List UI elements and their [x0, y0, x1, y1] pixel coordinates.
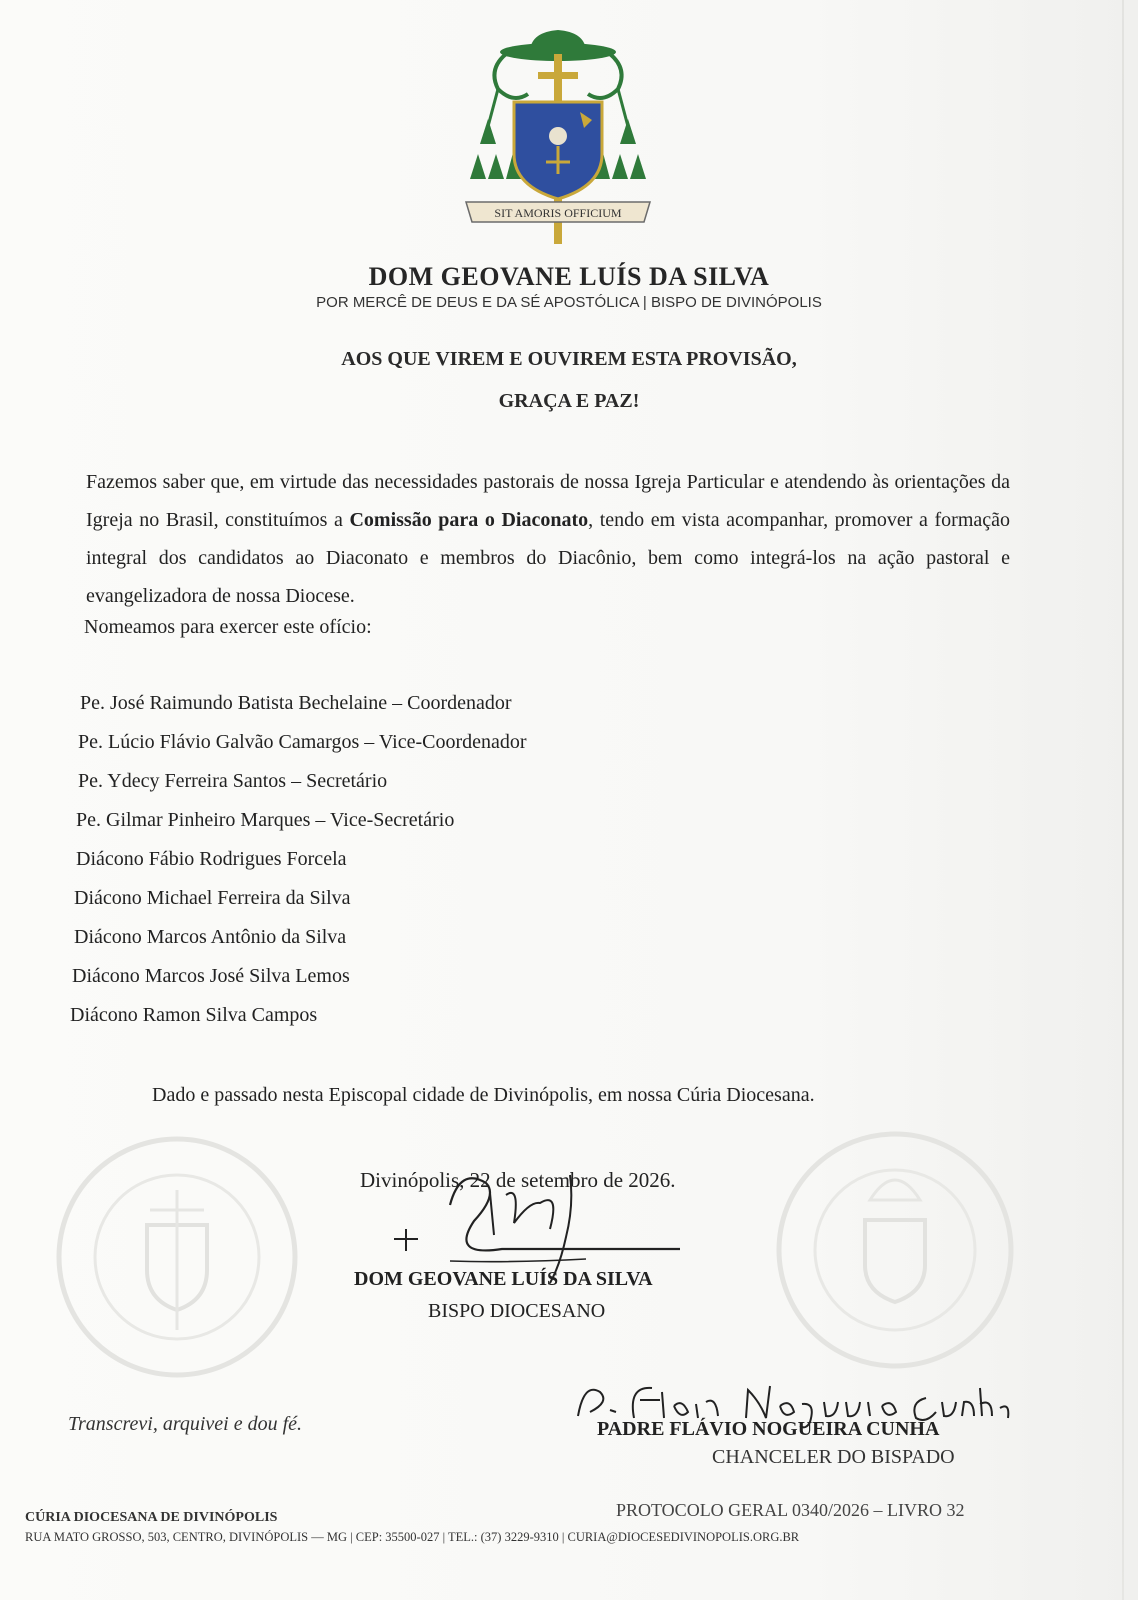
motto-text: SIT AMORIS OFFICIUM: [494, 206, 622, 220]
letterhead-bishop-name: DOM GEOVANE LUÍS DA SILVA: [368, 262, 770, 291]
bishop-signature-name: DOM GEOVANE LUÍS DA SILVA: [354, 1268, 653, 1290]
member-item: Diácono Michael Ferreira da Silva: [74, 887, 351, 909]
embossed-seal-left: [50, 1130, 305, 1385]
member-item: Diácono Marcos José Silva Lemos: [72, 965, 350, 987]
bishop-signature-title: BISPO DIOCESANO: [428, 1300, 606, 1322]
embossed-seal-right: [770, 1120, 1020, 1380]
paper-edge: [1122, 0, 1124, 1600]
footer-curia-name: CÚRIA DIOCESANA DE DIVINÓPOLIS: [25, 1510, 278, 1525]
body-paragraph: [86, 463, 1010, 615]
footer-address: RUA MATO GROSSO, 503, CENTRO, DIVINÓPOLIS — MG | CEP: 35500-027 | TEL.: (37) 3229-9310 | CURIA@DIOCESEDIVINOPOLIS.ORG.BR: [25, 1530, 800, 1544]
appointment-intro: Nomeamos para exercer este ofício:: [84, 616, 372, 638]
commission-name: Comissão para o Diaconato: [349, 509, 589, 531]
coat-of-arms-emblem: [458, 24, 658, 254]
letterhead-subtitle: POR MERCÊ DE DEUS E DA SÉ APOSTÓLICA | BISPO DE DIVINÓPOLIS: [316, 294, 822, 311]
member-item: Diácono Ramon Silva Campos: [70, 1004, 318, 1026]
member-item: Pe. Gilmar Pinheiro Marques – Vice-Secretário: [76, 809, 455, 831]
chancellor-title: CHANCELER DO BISPADO: [712, 1446, 955, 1468]
place-and-date: Divinópolis, 22 de setembro de 2026.: [360, 1168, 676, 1192]
member-item: Pe. Lúcio Flávio Galvão Camargos – Vice-Coordenador: [78, 731, 527, 753]
greeting-line-1: AOS QUE VIREM E OUVIREM ESTA PROVISÃO,: [341, 348, 797, 370]
closing-statement: Dado e passado nesta Episcopal cidade de Divinópolis, em nossa Cúria Diocesana.: [152, 1084, 815, 1106]
body-text-part-2: , tendo em vista acompanhar, promover a formação integral dos candidatos ao Diaconato e membros do Diacônio, bem como integrá-los na ação pastoral e evangelizadora de nossa Diocese.: [86, 509, 1011, 607]
member-item: Diácono Marcos Antônio da Silva: [74, 926, 347, 948]
member-item: Pe. José Raimundo Batista Bechelaine – Coordenador: [80, 692, 512, 714]
chancellor-name: PADRE FLÁVIO NOGUEIRA CUNHA: [597, 1418, 940, 1440]
member-item: Diácono Fábio Rodrigues Forcela: [76, 848, 347, 870]
body-text-part-1: Fazemos saber que, em virtude das necessidades pastorais de nossa Igreja Particular e atendendo às orientações da Igreja no Brasil, constituímos a: [86, 471, 1010, 531]
transcription-note: Transcrevi, arquivei e dou fé.: [68, 1413, 303, 1435]
greeting-line-2: GRAÇA E PAZ!: [498, 390, 640, 412]
member-item: Pe. Ydecy Ferreira Santos – Secretário: [78, 770, 388, 792]
bishop-signature: [390, 1165, 690, 1285]
protocol-number: PROTOCOLO GERAL 0340/2026 – LIVRO 32: [616, 1500, 965, 1520]
